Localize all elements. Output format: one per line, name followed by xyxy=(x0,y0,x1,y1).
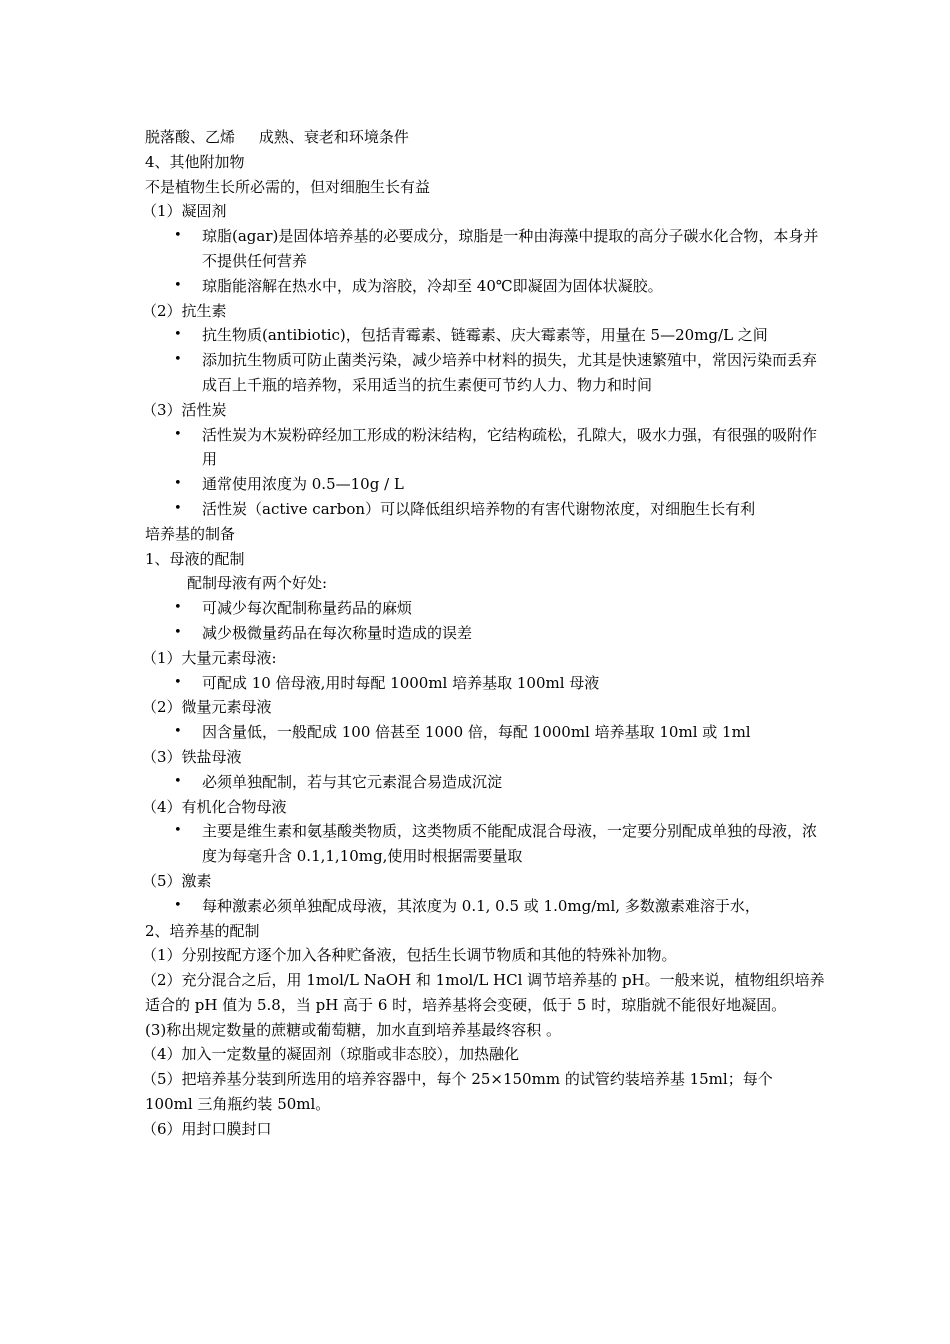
bullet-icon: • xyxy=(174,600,182,616)
bullet-icon: • xyxy=(174,624,182,640)
list-item: • 主要是维生素和氨基酸类物质，这类物质不能配成混合母液，一定要分别配成单独的母液，浓度为每毫升含 0.1,1,10mg,使用时根据需要量取 xyxy=(145,819,825,869)
text-line: 不是植物生长所必需的，但对细胞生长有益 xyxy=(145,177,431,196)
list-item: • 添加抗生物质可防止菌类污染，减少培养中材料的损失，尤其是快速繁殖中，常因污染而丢弃成百上千瓶的培养物，采用适当的抗生素便可节约人力、物力和时间 xyxy=(145,348,825,398)
bullet-icon: • xyxy=(174,228,182,244)
bullet-icon: • xyxy=(174,897,182,913)
step-paragraph: （4）加入一定数量的凝固剂（琼脂或非态胶），加热融化 xyxy=(142,1045,520,1064)
bullet-list xyxy=(145,423,825,522)
document-body xyxy=(142,125,825,1142)
bullet-list xyxy=(145,323,825,397)
bullet-icon: • xyxy=(174,823,182,839)
list-item: • 减少极微量药品在每次称量时造成的误差 xyxy=(145,621,825,646)
list-item: • 因含量低，一般配成 100 倍甚至 1000 倍，每配 1000ml 培养基取 10ml 或 1ml xyxy=(145,720,825,745)
subsection-heading: （3）活性炭 xyxy=(142,400,227,419)
list-item: • 琼脂(agar)是固体培养基的必要成分，琼脂是一种由海藻中提取的高分子碳水化合物，本身并不提供任何营养 xyxy=(145,224,825,274)
step-paragraph: （6）用封口膜封口 xyxy=(142,1119,272,1138)
subsection-heading: （2）抗生素 xyxy=(142,301,227,320)
bullet-icon: • xyxy=(174,352,182,368)
bullet-list xyxy=(145,224,825,298)
step-paragraph: （1）分别按配方逐个加入各种贮备液，包括生长调节物质和其他的特殊补加物。 xyxy=(142,946,677,965)
section-heading: 2、培养基的配制 xyxy=(145,921,260,940)
bullet-icon: • xyxy=(174,426,182,442)
bullet-icon: • xyxy=(174,773,182,789)
bullet-list xyxy=(145,671,825,696)
subsection-heading: （3）铁盐母液 xyxy=(142,747,242,766)
subsection-heading: （2）微量元素母液 xyxy=(142,698,272,717)
text-line: 脱落酸、乙烯 成熟、衰老和环境条件 xyxy=(145,128,409,146)
bullet-icon: • xyxy=(174,277,182,293)
subsection-heading: （1）大量元素母液: xyxy=(142,648,277,667)
list-item: • 必须单独配制，若与其它元素混合易造成沉淀 xyxy=(145,770,825,795)
bullet-icon: • xyxy=(174,327,182,343)
step-paragraph: （5）把培养基分装到所选用的培养容器中，每个 25×150mm 的试管约装培养基 15ml；每个 100ml 三角瓶约装 50ml。 xyxy=(142,1070,773,1114)
list-item: • 每种激素必须单独配成母液，其浓度为 0.1, 0.5 或 1.0mg/ml, 多数激素难溶于水， xyxy=(145,894,825,919)
list-item: • 抗生物质(antibiotic)，包括青霉素、链霉素、庆大霉素等，用量在 5—20mg/L 之间 xyxy=(145,323,825,348)
list-item: • 琼脂能溶解在热水中，成为溶胶，冷却至 40℃即凝固为固体状凝胶。 xyxy=(145,274,825,299)
bullet-list xyxy=(145,596,825,646)
section-heading: 4、其他附加物 xyxy=(145,152,245,171)
bullet-icon: • xyxy=(174,500,182,516)
step-paragraph: （2）充分混合之后，用 1mol/L NaOH 和 1mol/L HCl 调节培养基的 pH。一般来说，植物组织培养适合的 pH 值为 5.8，当 pH 高于 6 时，培养基将会变硬，低于 5 时，琼脂就不能很好地凝固。 xyxy=(142,971,825,1014)
subsection-heading: （4）有机化合物母液 xyxy=(142,797,287,816)
bullet-list xyxy=(145,819,825,869)
step-paragraph: (3)称出规定数量的蔗糖或葡萄糖，加水直到培养基最终容积 。 xyxy=(145,1020,562,1039)
list-item: • 通常使用浓度为 0.5—10g / L xyxy=(145,472,825,497)
list-item: • 可配成 10 倍母液,用时每配 1000ml 培养基取 100ml 母液 xyxy=(145,671,825,696)
text-line: 配制母液有两个好处: xyxy=(187,574,328,593)
section-heading: 培养基的制备 xyxy=(145,524,236,543)
bullet-list xyxy=(145,770,825,795)
subsection-heading: （5）激素 xyxy=(142,871,212,890)
bullet-list xyxy=(145,894,825,919)
list-item: • 可减少每次配制称量药品的麻烦 xyxy=(145,596,825,621)
list-item: • 活性炭为木炭粉碎经加工形成的粉沫结构，它结构疏松，孔隙大，吸水力强，有很强的吸附作用 xyxy=(145,423,825,473)
section-heading: 1、母液的配制 xyxy=(145,549,245,568)
bullet-icon: • xyxy=(174,724,182,740)
subsection-heading: （1）凝固剂 xyxy=(142,202,227,221)
bullet-icon: • xyxy=(174,674,182,690)
list-item: • 活性炭（active carbon）可以降低组织培养物的有害代谢物浓度，对细胞生长有利 xyxy=(145,497,825,522)
bullet-icon: • xyxy=(174,476,182,492)
bullet-list xyxy=(145,720,825,745)
